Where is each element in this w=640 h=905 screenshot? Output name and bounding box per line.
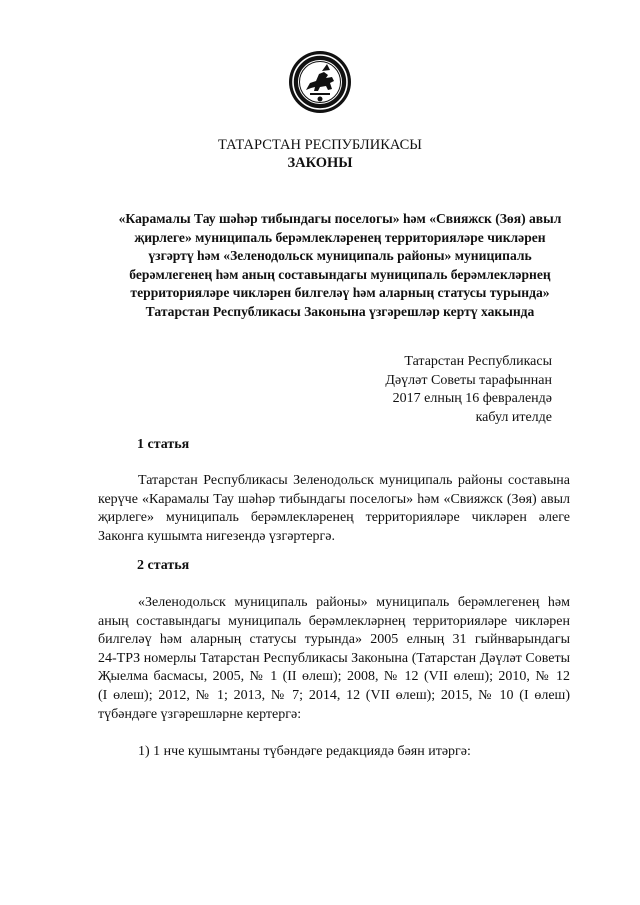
adoption-line: кабул ителде xyxy=(475,409,552,425)
paragraph-line: билгеләү һәм аларның статусы турында» 2005 елның 31 гыйнварындагы xyxy=(98,632,570,648)
paragraph-line: 24-ТРЗ номерлы Татарстан Республикасы Законына (Татарстан Дәүләт Советы xyxy=(98,650,570,666)
title-line: Татарстан Республикасы Законына үзгәрешләр кертү хакында xyxy=(145,303,535,319)
adoption-line: Дәүләт Советы тарафыннан xyxy=(385,372,552,388)
paragraph-line: керүче «Карамалы Тау шәһәр тибындагы поселогы» һәм «Свияжск (Зөя) авыл xyxy=(98,491,570,507)
tatarstan-emblem-icon xyxy=(288,50,352,114)
title-line: территорияләре чикләрен билгеләү һәм аларның статусы турында» xyxy=(130,285,550,301)
title-line: үзгәртү һәм «Зеленодольск муниципаль районы» муниципаль xyxy=(148,248,532,264)
law-title xyxy=(98,210,582,322)
article-2-item-1: 1) 1 нче кушымтаны түбәндәге редакциядә бәян итәргә: xyxy=(138,744,471,759)
paragraph-line: Законга кушымта нигезендә үзгәртергә. xyxy=(98,528,336,544)
title-line: берәмлегенең һәм аның составындагы муниципаль берәмлекләрнең xyxy=(129,266,551,282)
paragraph-line: Татарстан Республикасы Зеленодольск муниципаль районы составына xyxy=(138,473,570,488)
adoption-line: Татарстан Республикасы xyxy=(404,354,552,369)
adoption-line: 2017 елның 16 февралендә xyxy=(392,391,552,407)
title-line: җирлеге» муниципаль берәмлекләренең территорияләре чикләрен xyxy=(134,229,546,245)
article-1-text xyxy=(98,472,570,546)
paragraph-line: түбәндәге үзгәрешләрне кертергә: xyxy=(98,706,302,722)
paragraph-line: (I өлеш); 2012, № 1; 2013, № 7; 2014, 12 (VII өлеш); 2015, № 10 (I өлеш) xyxy=(98,687,570,703)
paragraph-line: «Зеленодольск муниципаль районы» муниципаль берәмлегенең һәм xyxy=(138,595,570,610)
article-2-heading: 2 статья xyxy=(137,558,190,573)
paragraph-line: җирлеге» муниципаль берәмлекләренең территорияләре чикләрен әлеге xyxy=(98,510,570,526)
title-line: «Карамалы Тау шәһәр тибындагы поселогы» һәм «Свияжск (Зөя) авыл xyxy=(118,211,562,226)
header-republic: ТАТАРСТАН РЕСПУБЛИКАСЫ xyxy=(218,137,422,153)
paragraph-line: Җыелма басмасы, 2005, № 1 (II өлеш); 2008, № 12 (VII өлеш); 2010, № 12 xyxy=(98,669,570,685)
paragraph-line: аның составындагы муниципаль берәмлекләрнең территорияләре чикләрен xyxy=(98,613,570,629)
adoption-note xyxy=(385,353,552,427)
header-doc-type: ЗАКОНЫ xyxy=(287,155,353,171)
article-2-text xyxy=(98,594,570,724)
article-1-heading: 1 статья xyxy=(137,437,190,452)
